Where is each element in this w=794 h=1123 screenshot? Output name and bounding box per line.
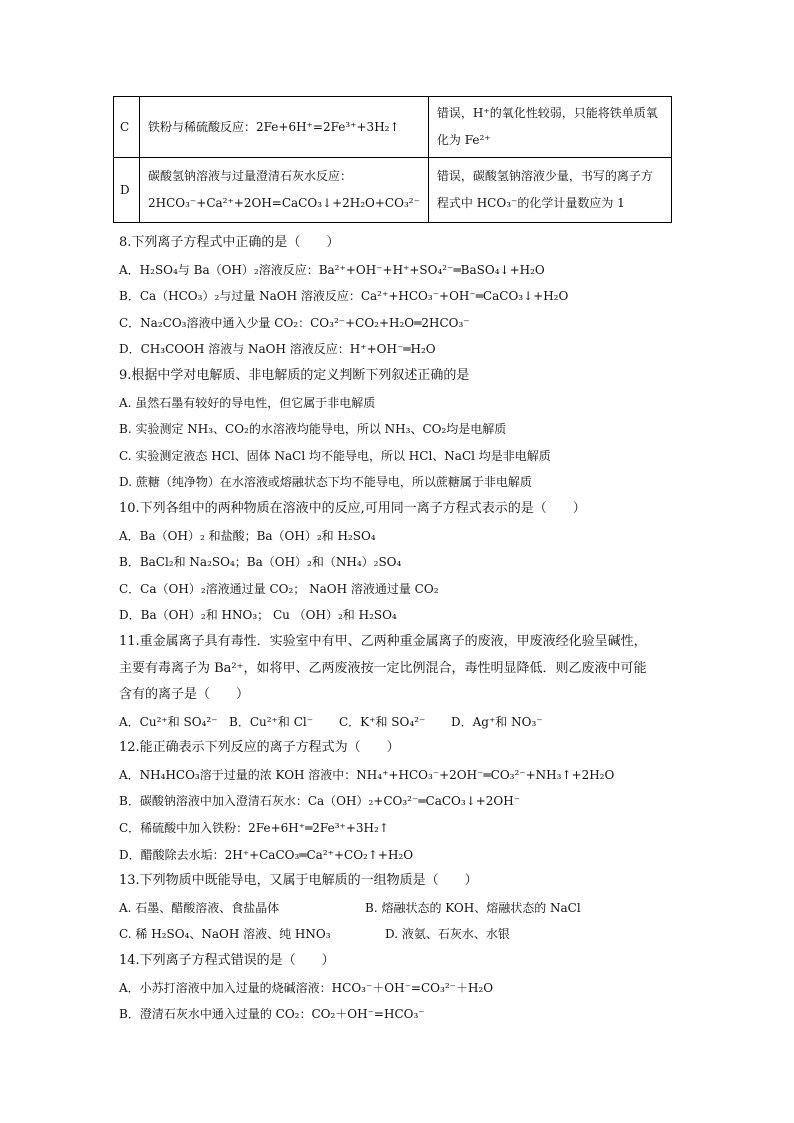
q8-option-c: C．Na₂CO₃溶液中通入少量 CO₂：CO₃²⁻+CO₂+H₂O═2HCO₃⁻ xyxy=(119,315,470,330)
row-equation: 碳酸氢钠溶液与过量澄清石灰水反应：2HCO₃⁻+Ca²⁺+2OH=CaCO₃↓+2H₂O+CO₃²⁻ xyxy=(140,158,429,223)
q13-option-c: C. 稀 H₂SO₄、NaOH 溶液、纯 HNO₃ xyxy=(119,927,331,942)
q9-option-c: C. 实验测定液态 HCl、固体 NaCl 均不能导电，所以 HCl、NaCl 均是非电解质 xyxy=(119,448,551,463)
q12-option-b: B．碳酸钠溶液中加入澄清石灰水：Ca（OH）₂+CO₃²⁻═CaCO₃↓+2OH⁻ xyxy=(119,794,521,809)
q11-stem-line2: 主要有毒离子为 Ba²⁺，如将甲、乙两废液按一定比例混合，毒性明显降低．则乙废液中可能 xyxy=(119,660,647,676)
q11-stem-line3: 含有的离子是（ ） xyxy=(119,687,250,703)
row-letter: D xyxy=(114,158,140,223)
row-equation: 铁粉与稀硫酸反应：2Fe+6H⁺=2Fe³⁺+3H₂↑ xyxy=(140,97,429,158)
q11-option-d: D．Ag⁺和 NO₃⁻ xyxy=(451,714,543,729)
q12-option-d: D．醋酸除去水垢：2H⁺+CaCO₃═Ca²⁺+CO₂↑+H₂O xyxy=(119,847,414,862)
q12-stem: 12.能正确表示下列反应的离子方程式为（ ） xyxy=(119,740,400,756)
q13-option-b: B. 熔融状态的 KOH、熔融状态的 NaCl xyxy=(365,900,581,915)
q9-option-d: D. 蔗糖（纯净物）在水溶液或熔融状态下均不能导电，所以蔗糖属于非电解质 xyxy=(119,475,532,490)
q8-stem: 8.下列离子方程式中正确的是（ ） xyxy=(119,235,340,250)
q10-option-a: A．Ba（OH）₂ 和盐酸；Ba（OH）₂和 H₂SO₄ xyxy=(119,528,376,543)
q9-stem: 9.根据中学对电解质、非电解质的定义判断下列叙述正确的是 xyxy=(119,367,470,383)
row-comment: 错误，H⁺的氧化性较弱，只能将铁单质氧化为 Fe²⁺ xyxy=(428,97,671,158)
q10-stem: 10.下列各组中的两种物质在溶液中的反应,可用同一离子方程式表示的是（ ） xyxy=(119,500,586,516)
q13-options-row1 xyxy=(119,895,679,922)
q10-option-d: D．Ba（OH）₂和 HNO₃； Cu （OH）₂和 H₂SO₄ xyxy=(119,608,397,623)
q11-option-a: A．Cu²⁺和 SO₄²⁻ xyxy=(119,714,218,729)
q9-option-b: B. 实验测定 NH₃、CO₂的水溶液均能导电，所以 NH₃、CO₂均是电解质 xyxy=(119,422,507,437)
q8-option-d: D．CH₃COOH 溶液与 NaOH 溶液反应：H⁺+OH⁻═H₂O xyxy=(119,342,436,357)
q10-option-b: B．BaCl₂和 Na₂SO₄；Ba（OH）₂和（NH₄）₂SO₄ xyxy=(119,555,402,570)
q13-option-a: A. 石墨、醋酸溶液、食盐晶体 xyxy=(119,900,280,915)
q8-option-b: B．Ca（HCO₃）₂与过量 NaOH 溶液反应：Ca²⁺+HCO₃⁻+OH⁻═CaCO₃↓+H₂O xyxy=(119,289,569,304)
q13-stem: 13.下列物质中既能导电，又属于电解质的一组物质是（ ） xyxy=(119,873,478,889)
q8-option-a: A．H₂SO₄与 Ba（OH）₂溶液反应：Ba²⁺+OH⁻+H⁺+SO₄²⁻═BaSO₄↓+H₂O xyxy=(119,262,545,277)
q9-option-a: A. 虽然石墨有较好的导电性，但它属于非电解质 xyxy=(119,395,376,410)
q14-option-b: B．澄清石灰水中通入过量的 CO₂：CO₂＋OH⁻=HCO₃⁻ xyxy=(119,1007,425,1022)
q14-option-a: A．小苏打溶液中加入过量的烧碱溶液：HCO₃⁻＋OH⁻=CO₃²⁻＋H₂O xyxy=(119,980,494,995)
question-list xyxy=(119,230,679,1028)
q14-stem: 14.下列离子方程式错误的是（ ） xyxy=(119,953,335,969)
row-comment: 错误，碳酸氢钠溶液少量，书写的离子方程式中 HCO₃⁻的化学计量数应为 1 xyxy=(428,158,671,223)
table-row xyxy=(114,97,672,158)
row-letter: C xyxy=(114,97,140,158)
q12-option-c: C．稀硫酸中加入铁粉：2Fe+6H⁺═2Fe³⁺+3H₂↑ xyxy=(119,821,389,836)
q11-option-c: C．K⁺和 SO₄²⁻ xyxy=(339,714,426,729)
q11-stem-line1: 11.重金属离子具有毒性．实验室中有甲、乙两种重金属离子的废液，甲废液经化验呈碱性， xyxy=(119,633,647,649)
options-table xyxy=(113,96,672,223)
q11-options xyxy=(119,709,679,736)
q11-option-b: B．Cu²⁺和 Cl⁻ xyxy=(229,714,314,729)
q13-options-row2 xyxy=(119,921,679,948)
q12-option-a: A．NH₄HCO₃溶于过量的浓 KOH 溶液中：NH₄⁺+HCO₃⁻+2OH⁻═CO₃²⁻+NH₃↑+2H₂O xyxy=(119,767,615,782)
q13-option-d: D. 液氨、石灰水、水银 xyxy=(385,927,510,942)
q10-option-c: C．Ca（OH）₂溶液通过量 CO₂； NaOH 溶液通过量 CO₂ xyxy=(119,581,439,596)
table-row xyxy=(114,158,672,223)
